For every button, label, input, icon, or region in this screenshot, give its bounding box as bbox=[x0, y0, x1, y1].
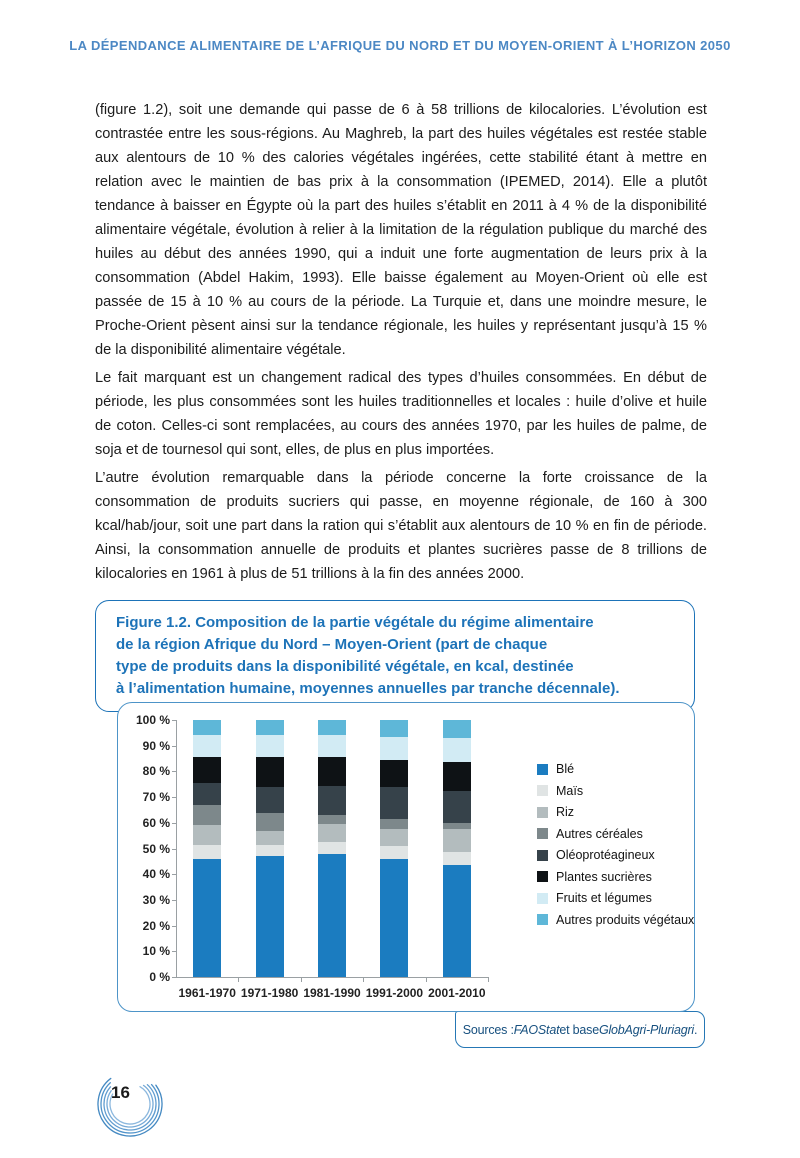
bar-segment bbox=[318, 757, 346, 785]
body-paragraph: (figure 1.2), soit une demande qui passe de 6 à 58 trillions de kilocalories. L’évolution est contrastée entre les sous-régions. Au Maghreb, la part des huiles végétales est restée stable aux alentours de 10 % des calories végétales ingérées, cette stabilité étant à mettre en relation avec le maintien de bas prix à la consommation (IPEMED, 2014). Elle a plutôt tendance à baisser en Égypte où la part des huiles s’établit en 2011 à 4 % de la disponibilité alimentaire végétale, évolution à relier à la limitation de la régulation publique du marché des huiles au début des années 1990, qui a induit une forte augmentation de leurs prix à la consommation (Abdel Hakim, 1993). Elle baisse également au Moyen-Orient où elle est passée de 15 à 10 % au cours de la période. La Turquie et, dans une moindre mesure, le Proche-Orient pèsent ainsi sur la tendance régionale, les huiles y représentant jusqu’à 15 % de la disponibilité alimentaire végétale. bbox=[95, 102, 707, 358]
y-tick-label: 100 % bbox=[135, 713, 170, 727]
bar-segment bbox=[380, 819, 408, 829]
publisher-swirl-logo bbox=[90, 1064, 174, 1144]
bar-segment bbox=[256, 845, 284, 857]
legend-swatch bbox=[537, 893, 548, 904]
x-tick-mark bbox=[301, 978, 302, 982]
bar-segment bbox=[193, 757, 221, 783]
bar-segment bbox=[380, 760, 408, 787]
x-tick-mark bbox=[363, 978, 364, 982]
bar-segment bbox=[256, 735, 284, 757]
page-number: 16 bbox=[111, 1083, 130, 1102]
stacked-bar bbox=[443, 720, 471, 977]
bar-segment bbox=[380, 720, 408, 737]
stacked-bar bbox=[318, 720, 346, 977]
y-tick-label: 70 % bbox=[142, 790, 170, 805]
body-paragraph: L’autre évolution remarquable dans la période concerne la forte croissance de la consommation de produits sucriers qui passe, en moyenne régionale, de 160 à 300 kcal/hab/jour, soit une part dans la ration qui s’établit aux alentours de 10 % en fin de période. Ainsi, la consommation annuelle de produits et plantes sucrières passe de 8 trillions de kilocalories en 1961 à plus de 51 trillions à la fin des années 2000. bbox=[95, 470, 707, 582]
stacked-bar bbox=[256, 720, 284, 977]
bar-segment bbox=[193, 845, 221, 859]
chart-legend bbox=[537, 762, 694, 934]
bar-segment bbox=[318, 786, 346, 816]
y-tick-mark bbox=[172, 977, 176, 978]
bar-segment bbox=[256, 757, 284, 787]
source-globagri: GlobAgri-Pluriagri bbox=[598, 1022, 694, 1037]
y-tick-label: 80 % bbox=[142, 764, 170, 779]
bar-segment bbox=[193, 720, 221, 735]
x-tick-label: 2001-2010 bbox=[428, 986, 486, 1000]
legend-label: Plantes sucrières bbox=[556, 869, 652, 884]
y-tick-label: 10 % bbox=[142, 944, 170, 959]
source-faostat: FAOStat bbox=[513, 1022, 560, 1037]
swirl-icon bbox=[90, 1064, 174, 1144]
y-tick-mark bbox=[172, 720, 176, 721]
x-tick-mark bbox=[488, 978, 489, 982]
bar-segment bbox=[193, 825, 221, 844]
y-tick-mark bbox=[172, 900, 176, 901]
body-text bbox=[95, 98, 707, 590]
x-tick-label: 1981-1990 bbox=[303, 986, 361, 1000]
bar-segment bbox=[193, 805, 221, 826]
y-tick-label: 40 % bbox=[142, 867, 170, 882]
legend-swatch bbox=[537, 914, 548, 925]
running-head: LA DÉPENDANCE ALIMENTAIRE DE L’AFRIQUE DU NORD ET DU MOYEN-ORIENT À L’HORIZON 2050 bbox=[69, 38, 731, 53]
bar-segment bbox=[318, 842, 346, 854]
legend-row bbox=[537, 827, 694, 841]
legend-row bbox=[537, 805, 694, 819]
x-tick-label: 1991-2000 bbox=[365, 986, 424, 1000]
legend-swatch bbox=[537, 764, 548, 775]
bar-segment bbox=[380, 859, 408, 977]
bar-segment bbox=[443, 762, 471, 790]
y-tick-label: 0 % bbox=[149, 970, 170, 984]
bar-segment bbox=[443, 865, 471, 977]
body-paragraph: Le fait marquant est un changement radical des types d’huiles consommées. En début de période, les plus consommées sont les huiles traditionnelles et locales : huile d’olive et huile de coton. Celles-ci sont remplacées, au cours des années 1970, par les huiles de palme, de soja et de tournesol qui sont, elles, de plus en plus importées. bbox=[95, 370, 707, 458]
y-axis-labels bbox=[118, 703, 170, 1011]
stacked-bar bbox=[380, 720, 408, 977]
legend-swatch bbox=[537, 807, 548, 818]
y-tick-mark bbox=[172, 746, 176, 747]
figure-caption-box bbox=[95, 600, 695, 712]
figure-caption bbox=[116, 612, 676, 700]
bar-group bbox=[238, 720, 300, 977]
figure-caption-line: type de produits dans la disponibilité végétale, en kcal, destinée bbox=[116, 658, 574, 675]
bar-segment bbox=[380, 737, 408, 760]
y-tick-mark bbox=[172, 797, 176, 798]
y-tick-label: 60 % bbox=[142, 815, 170, 830]
bar-segment bbox=[443, 829, 471, 852]
bar-segment bbox=[380, 829, 408, 846]
legend-swatch bbox=[537, 828, 548, 839]
bar-segment bbox=[318, 815, 346, 824]
y-tick-mark bbox=[172, 951, 176, 952]
y-tick-mark bbox=[172, 874, 176, 875]
y-tick-label: 20 % bbox=[142, 918, 170, 933]
bar-group bbox=[426, 720, 488, 977]
y-tick-mark bbox=[172, 926, 176, 927]
legend-label: Autres céréales bbox=[556, 826, 643, 841]
legend-row bbox=[537, 913, 694, 927]
bar-segment bbox=[318, 824, 346, 842]
sources-mid: et base bbox=[559, 1022, 599, 1037]
bar-segment bbox=[443, 852, 471, 865]
bar-segment bbox=[256, 856, 284, 977]
y-tick-mark bbox=[172, 771, 176, 772]
bar-segment bbox=[193, 859, 221, 977]
legend-label: Autres produits végétaux bbox=[556, 912, 695, 927]
y-tick-label: 90 % bbox=[142, 738, 170, 753]
figure-chart bbox=[117, 702, 695, 1012]
stacked-bar bbox=[193, 720, 221, 977]
bar-segment bbox=[256, 831, 284, 845]
bar-segment bbox=[380, 787, 408, 819]
x-tick-label: 1971-1980 bbox=[240, 986, 299, 1000]
bar-group bbox=[176, 720, 238, 977]
legend-row bbox=[537, 784, 694, 798]
bars-area bbox=[176, 720, 488, 977]
bar-segment bbox=[443, 738, 471, 762]
sources-note bbox=[455, 1011, 705, 1048]
x-tick-label: 1961-1970 bbox=[178, 986, 236, 1000]
bar-segment bbox=[318, 735, 346, 757]
legend-label: Oléoprotéagineux bbox=[556, 848, 655, 862]
bar-group bbox=[363, 720, 425, 977]
bar-segment bbox=[193, 735, 221, 757]
x-tick-mark bbox=[426, 978, 427, 982]
legend-label: Fruits et légumes bbox=[556, 891, 652, 905]
legend-row bbox=[537, 891, 694, 905]
sources-prefix: Sources : bbox=[462, 1022, 514, 1037]
legend-swatch bbox=[537, 850, 548, 861]
y-tick-mark bbox=[172, 849, 176, 850]
bar-segment bbox=[193, 783, 221, 805]
bar-segment bbox=[318, 854, 346, 977]
x-axis-line bbox=[176, 977, 489, 978]
y-tick-label: 30 % bbox=[142, 892, 170, 907]
legend-row bbox=[537, 762, 694, 776]
y-tick-mark bbox=[172, 823, 176, 824]
figure-caption-line: à l’alimentation humaine, moyennes annuelles par tranche décennale). bbox=[116, 680, 620, 697]
bar-segment bbox=[443, 720, 471, 738]
legend-row bbox=[537, 870, 694, 884]
legend-row bbox=[537, 848, 694, 862]
figure-caption-line: de la région Afrique du Nord – Moyen-Orient (part de chaque bbox=[116, 636, 548, 653]
legend-swatch bbox=[537, 871, 548, 882]
bar-segment bbox=[443, 791, 471, 823]
legend-label: Riz bbox=[556, 805, 575, 819]
legend-label: Blé bbox=[556, 762, 575, 776]
bar-segment bbox=[256, 787, 284, 813]
legend-swatch bbox=[537, 785, 548, 796]
legend-label: Maïs bbox=[556, 783, 584, 798]
sources-suffix: . bbox=[694, 1022, 698, 1037]
x-axis-labels bbox=[176, 986, 488, 1000]
bar-group bbox=[301, 720, 363, 977]
figure-caption-line: Figure 1.2. Composition de la partie végétale du régime alimentaire bbox=[116, 614, 594, 631]
bar-segment bbox=[256, 720, 284, 735]
bar-segment bbox=[256, 813, 284, 831]
y-tick-label: 50 % bbox=[142, 841, 170, 856]
bar-segment bbox=[380, 846, 408, 859]
bar-segment bbox=[318, 720, 346, 735]
x-tick-mark bbox=[238, 978, 239, 982]
